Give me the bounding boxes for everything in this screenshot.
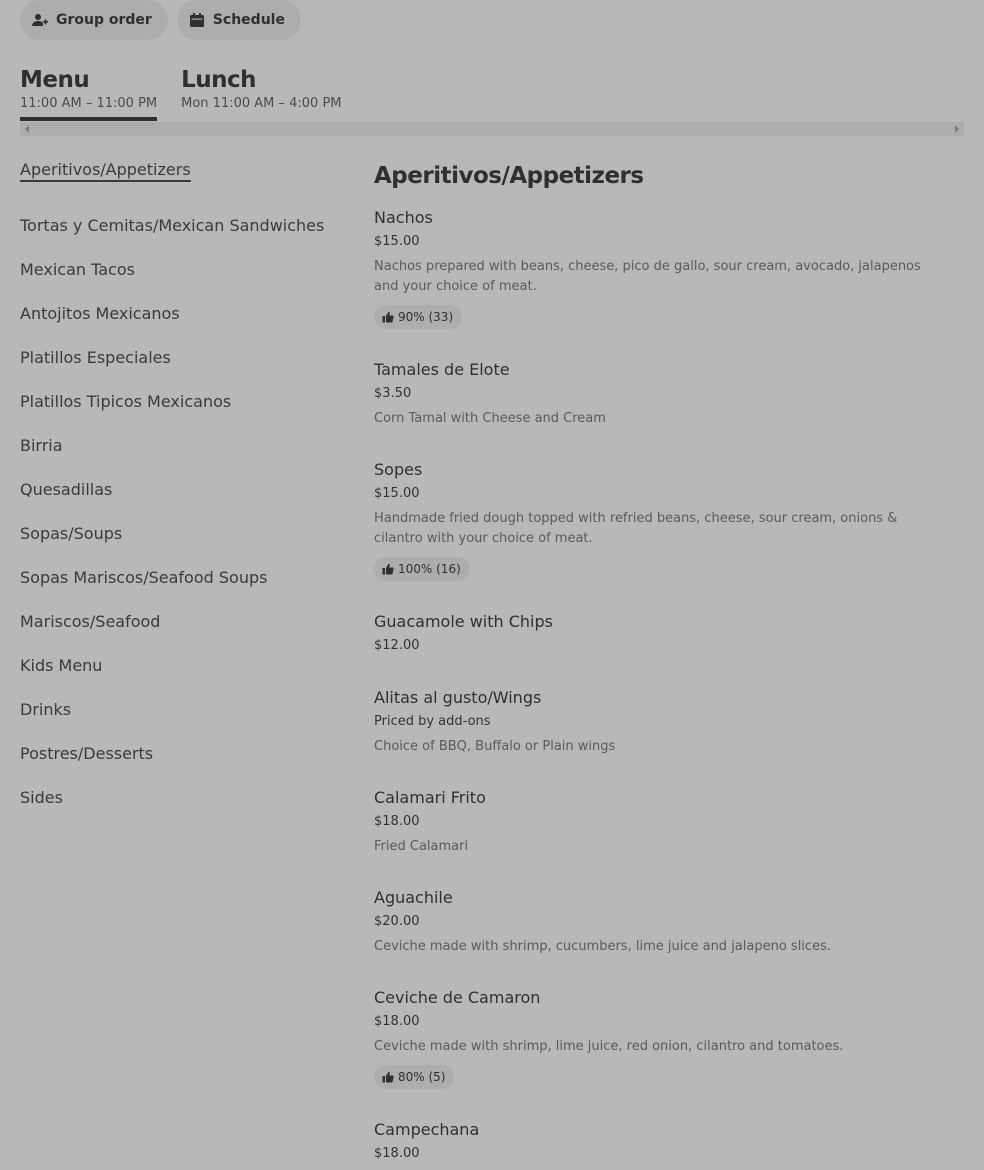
sidebar-item-label: Aperitivos/Appetizers bbox=[20, 160, 191, 182]
menu-tab-hours: 11:00 AM – 11:00 PM bbox=[20, 96, 158, 111]
item-price: $12.00 bbox=[374, 638, 420, 653]
sidebar-item-kids-menu[interactable] bbox=[20, 656, 340, 700]
item-price: $15.00 bbox=[374, 234, 420, 249]
item-description: Fried Calamari bbox=[374, 839, 469, 854]
sidebar-item-seafood[interactable] bbox=[20, 612, 340, 656]
sidebar-item-label: Kids Menu bbox=[20, 656, 103, 675]
rating-text: 80% (5) bbox=[398, 1070, 446, 1084]
item-name: Nachos bbox=[374, 208, 433, 227]
sidebar-item-soups[interactable] bbox=[20, 524, 340, 568]
rating-text: 90% (33) bbox=[398, 310, 454, 324]
horizontal-scrollbar[interactable] bbox=[20, 122, 964, 136]
menu-section bbox=[374, 160, 964, 1161]
item-name: Ceviche de Camaron bbox=[374, 988, 541, 1007]
item-price: $3.50 bbox=[374, 386, 412, 401]
sidebar-item-seafood-soups[interactable] bbox=[20, 568, 340, 612]
rating-text: 100% (16) bbox=[398, 562, 461, 576]
menu-tab-menu[interactable] bbox=[20, 64, 157, 119]
item-name: Calamari Frito bbox=[374, 788, 486, 807]
item-name: Sopes bbox=[374, 460, 423, 479]
thumbs-up-icon bbox=[382, 311, 394, 323]
sidebar-item-label: Mariscos/Seafood bbox=[20, 612, 161, 631]
menu-item[interactable] bbox=[374, 208, 954, 329]
menu-item[interactable] bbox=[374, 688, 954, 757]
sidebar-item-birria[interactable] bbox=[20, 436, 340, 480]
sidebar-item-quesadillas[interactable] bbox=[20, 480, 340, 524]
menu-tab-name: Menu bbox=[20, 67, 90, 93]
rating-badge bbox=[374, 1065, 454, 1089]
item-price: $20.00 bbox=[374, 914, 420, 929]
item-description: Ceviche made with shrimp, lime juice, red onion, cilantro and tomatoes. bbox=[374, 1039, 844, 1054]
group-order-label: Group order bbox=[56, 12, 152, 28]
menu-tab-hours: Mon 11:00 AM – 4:00 PM bbox=[181, 96, 342, 111]
item-price: $15.00 bbox=[374, 486, 420, 501]
sidebar-item-platillos-especiales[interactable] bbox=[20, 348, 340, 392]
menu-item[interactable] bbox=[374, 888, 954, 957]
sidebar-item-label: Quesadillas bbox=[20, 480, 113, 499]
item-name: Campechana bbox=[374, 1120, 480, 1139]
sidebar-item-label: Sopas Mariscos/Seafood Soups bbox=[20, 568, 268, 587]
menu-item[interactable] bbox=[374, 460, 954, 581]
thumbs-up-icon bbox=[382, 563, 394, 575]
category-sidebar bbox=[20, 160, 340, 832]
menu-item[interactable] bbox=[374, 360, 954, 429]
menu-tab-name: Lunch bbox=[181, 67, 257, 93]
menu-tabs bbox=[20, 64, 342, 119]
item-price: $18.00 bbox=[374, 814, 420, 829]
sidebar-item-label: Antojitos Mexicanos bbox=[20, 304, 180, 323]
section-title: Aperitivos/Appetizers bbox=[374, 163, 644, 189]
item-description: Choice of BBQ, Buffalo or Plain wings bbox=[374, 739, 616, 754]
item-name: Alitas al gusto/Wings bbox=[374, 688, 542, 707]
menu-item[interactable] bbox=[374, 988, 954, 1089]
sidebar-item-label: Tortas y Cemitas/Mexican Sandwiches bbox=[20, 216, 325, 235]
item-price: Priced by add-ons bbox=[374, 714, 491, 729]
schedule-button[interactable] bbox=[177, 0, 301, 40]
add-person-icon bbox=[32, 12, 48, 28]
sidebar-item-label: Sopas/Soups bbox=[20, 524, 123, 543]
sidebar-item-desserts[interactable] bbox=[20, 744, 340, 788]
scroll-left-icon[interactable] bbox=[25, 125, 29, 133]
calendar-icon bbox=[189, 12, 205, 28]
item-description: Handmade fried dough topped with refried beans, cheese, sour cream, onions & cilantro with your choice of meat. bbox=[374, 511, 898, 546]
item-description: Nachos prepared with beans, cheese, pico de gallo, sour cream, avocado, jalapenos and your choice of meat. bbox=[374, 259, 921, 294]
sidebar-item-appetizers[interactable] bbox=[20, 160, 340, 216]
sidebar-item-sandwiches[interactable] bbox=[20, 216, 340, 260]
sidebar-item-label: Sides bbox=[20, 788, 63, 807]
item-name: Tamales de Elote bbox=[374, 360, 510, 379]
sidebar-item-label: Platillos Especiales bbox=[20, 348, 171, 367]
sidebar-item-tacos[interactable] bbox=[20, 260, 340, 304]
item-name: Aguachile bbox=[374, 888, 453, 907]
toolbar bbox=[20, 0, 301, 40]
sidebar-item-drinks[interactable] bbox=[20, 700, 340, 744]
rating-badge bbox=[374, 557, 470, 581]
thumbs-up-icon bbox=[382, 1071, 394, 1083]
menu-tab-lunch[interactable] bbox=[181, 64, 341, 119]
sidebar-item-label: Mexican Tacos bbox=[20, 260, 135, 279]
item-price: $18.00 bbox=[374, 1146, 420, 1161]
schedule-label: Schedule bbox=[212, 12, 285, 28]
sidebar-item-antojitos[interactable] bbox=[20, 304, 340, 348]
sidebar-item-label: Postres/Desserts bbox=[20, 744, 154, 763]
sidebar-item-sides[interactable] bbox=[20, 788, 340, 832]
menu-item[interactable] bbox=[374, 1120, 954, 1163]
item-description: Corn Tamal with Cheese and Cream bbox=[374, 411, 606, 426]
menu-item[interactable] bbox=[374, 788, 954, 857]
item-description: Ceviche made with shrimp, cucumbers, lime juice and jalapeno slices. bbox=[374, 939, 831, 954]
group-order-button[interactable] bbox=[20, 0, 168, 40]
sidebar-item-platillos-tipicos[interactable] bbox=[20, 392, 340, 436]
item-name: Guacamole with Chips bbox=[374, 612, 553, 631]
sidebar-item-label: Birria bbox=[20, 436, 63, 455]
sidebar-item-label: Drinks bbox=[20, 700, 72, 719]
sidebar-item-label: Platillos Tipicos Mexicanos bbox=[20, 392, 232, 411]
scroll-right-icon[interactable] bbox=[955, 125, 959, 133]
item-price: $18.00 bbox=[374, 1014, 420, 1029]
menu-item[interactable] bbox=[374, 612, 954, 655]
rating-badge bbox=[374, 305, 462, 329]
